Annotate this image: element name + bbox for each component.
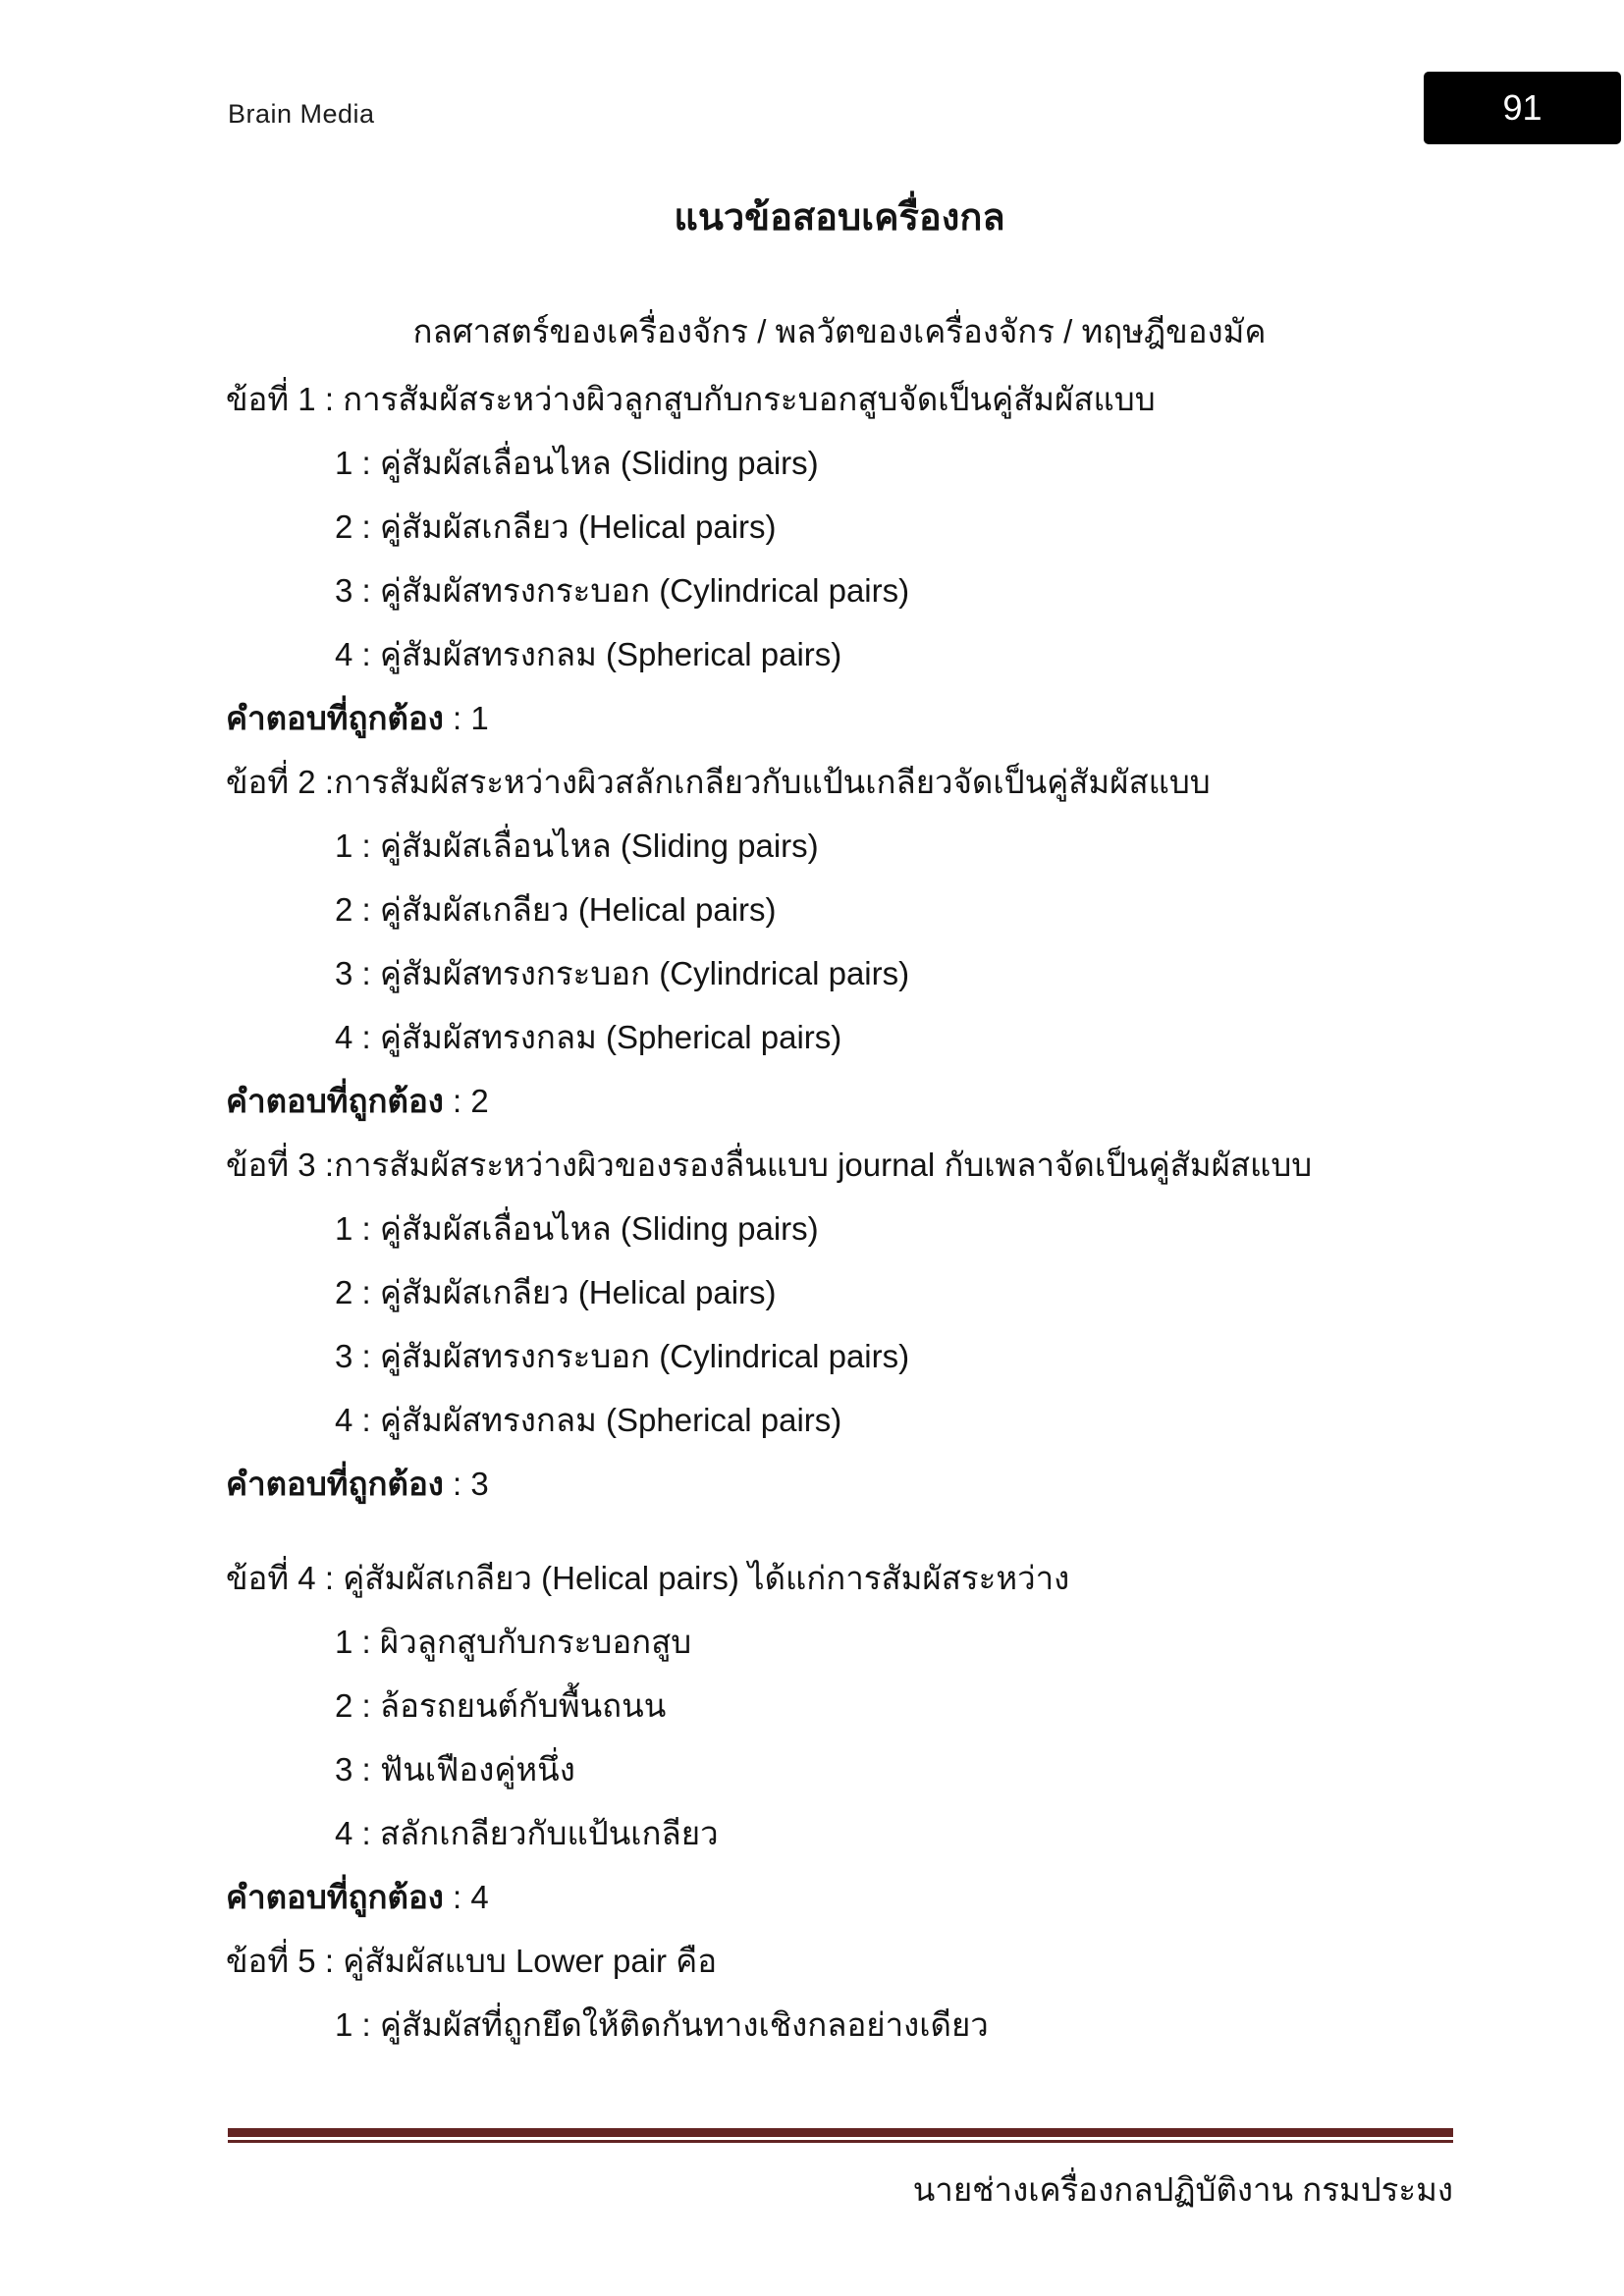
question-block [226, 367, 1453, 750]
answer-separator: : [443, 1466, 471, 1502]
question-block [226, 1929, 1453, 2056]
choice-text: 2 : ล้อรถยนต์กับพื้นถนน [335, 1687, 667, 1724]
question-text: ข้อที่ 5 : คู่สัมผัสแบบ Lower pair คือ [226, 1943, 718, 1979]
question-text: ข้อที่ 1 : การสัมผัสระหว่างผิวลูกสูบกับกระบอกสูบจัดเป็นคู่สัมผัสแบบ [226, 381, 1156, 417]
choice-text: 1 : คู่สัมผัสเลื่อนไหล (Sliding pairs) [335, 828, 819, 864]
answer-line [226, 1452, 1453, 1516]
choice-text: 3 : คู่สัมผัสทรงกระบอก (Cylindrical pairs) [335, 1338, 910, 1374]
choice-text: 3 : คู่สัมผัสทรงกระบอก (Cylindrical pairs) [335, 572, 910, 609]
content-column [226, 187, 1453, 2056]
answer-line [226, 1865, 1453, 1929]
footer-text: นายช่างเครื่องกลปฏิบัติงาน กรมประมง [912, 2171, 1453, 2208]
answer-line [226, 1069, 1453, 1133]
answer-value: 3 [470, 1466, 489, 1502]
answer-label: คำตอบที่ถูกต้อง [226, 700, 444, 736]
answer-value: 4 [470, 1879, 489, 1915]
choice-text: 2 : คู่สัมผัสเกลียว (Helical pairs) [335, 1274, 777, 1310]
answer-separator: : [443, 700, 471, 736]
question-text: ข้อที่ 2 :การสัมผัสระหว่างผิวสลักเกลียวกับแป้นเกลียวจัดเป็นคู่สัมผัสแบบ [226, 764, 1211, 800]
choice-text: 1 : ผิวลูกสูบกับกระบอกสูบ [335, 1624, 692, 1660]
choice-text: 3 : คู่สัมผัสทรงกระบอก (Cylindrical pairs) [335, 955, 910, 991]
header-brand: Brain Media [228, 99, 375, 129]
answer-value: 2 [470, 1083, 489, 1119]
question-block [226, 1546, 1453, 1929]
question-block [226, 1133, 1453, 1516]
footer-divider [228, 2128, 1453, 2143]
footer-divider-thick-bar [228, 2128, 1453, 2137]
choice-text: 2 : คู่สัมผัสเกลียว (Helical pairs) [335, 508, 777, 545]
choice-text: 2 : คู่สัมผัสเกลียว (Helical pairs) [335, 891, 777, 928]
page-number-box [1424, 72, 1621, 144]
answer-separator: : [443, 1879, 471, 1915]
title-spacer [226, 250, 1453, 299]
answer-value: 1 [470, 700, 489, 736]
choice-text: 4 : คู่สัมผัสทรงกลม (Spherical pairs) [335, 1402, 842, 1438]
choice-text: 4 : สลักเกลียวกับแป้นเกลียว [335, 1815, 719, 1851]
answer-separator: : [443, 1083, 471, 1119]
choice-text: 1 : คู่สัมผัสเลื่อนไหล (Sliding pairs) [335, 1210, 819, 1247]
choice-text: 3 : ฟันเฟืองคู่หนึ่ง [335, 1751, 575, 1788]
page-number: 91 [1502, 87, 1543, 128]
answer-line [226, 686, 1453, 750]
answer-label: คำตอบที่ถูกต้อง [226, 1879, 444, 1915]
question-text: ข้อที่ 4 : คู่สัมผัสเกลียว (Helical pairs) ได้แก่การสัมผัสระหว่าง [226, 1560, 1070, 1596]
choice-text: 1 : คู่สัมผัสที่ถูกยึดให้ติดกันทางเชิงกลอย่างเดียว [335, 2006, 989, 2043]
answer-label: คำตอบที่ถูกต้อง [226, 1466, 444, 1502]
footer-divider-thin-bar [228, 2140, 1453, 2143]
page-subtitle: กลศาสตร์ของเครื่องจักร / พลวัตของเครื่องจักร / ทฤษฎีของมัค [412, 313, 1267, 349]
choice-text: 1 : คู่สัมผัสเลื่อนไหล (Sliding pairs) [335, 445, 819, 481]
question-text: ข้อที่ 3 :การสัมผัสระหว่างผิวของรองลื่นแบบ journal กับเพลาจัดเป็นคู่สัมผัสแบบ [226, 1147, 1313, 1183]
question-block [226, 750, 1453, 1133]
choice-text: 4 : คู่สัมผัสทรงกลม (Spherical pairs) [335, 636, 842, 672]
choice-text: 4 : คู่สัมผัสทรงกลม (Spherical pairs) [335, 1019, 842, 1055]
answer-label: คำตอบที่ถูกต้อง [226, 1083, 444, 1119]
page-title: แนวข้อสอบเครื่องกล [674, 197, 1005, 239]
question-list [226, 367, 1453, 2056]
